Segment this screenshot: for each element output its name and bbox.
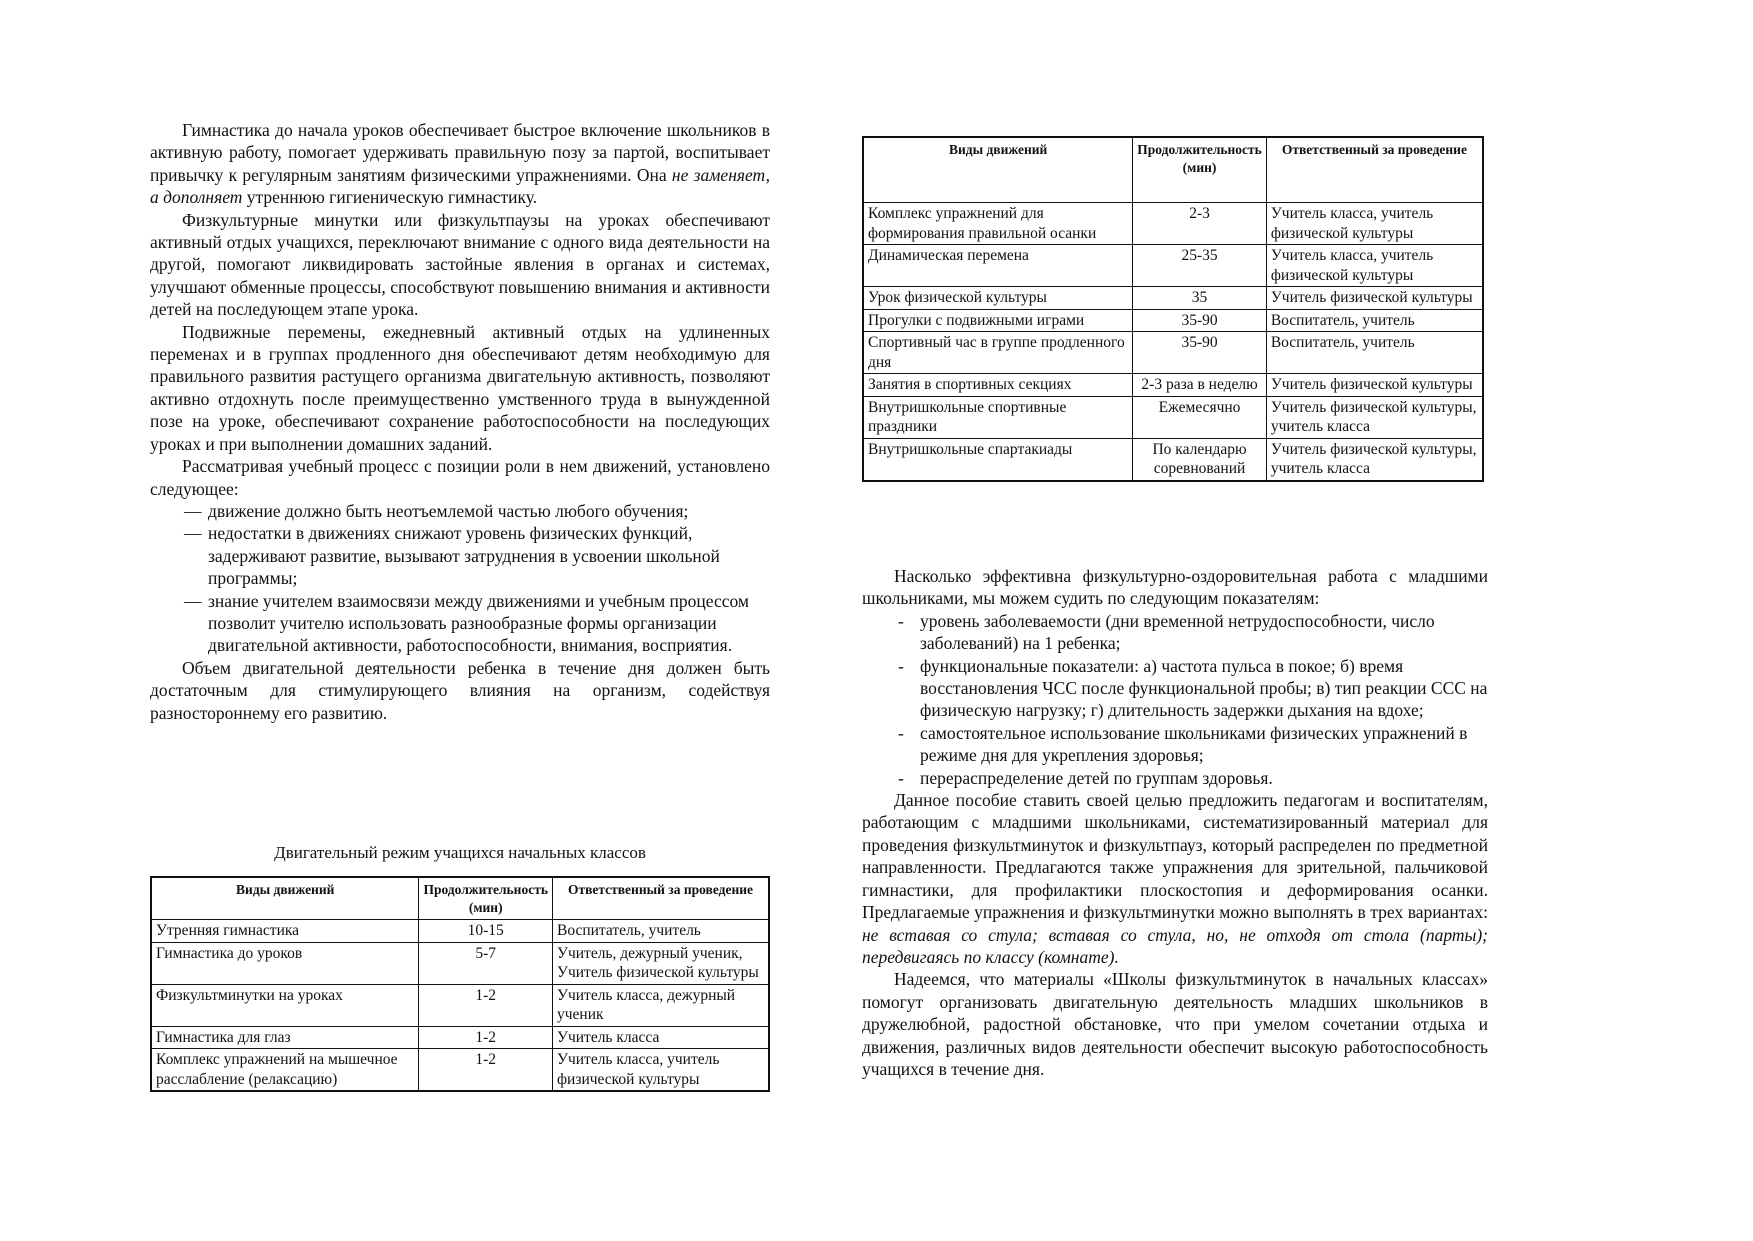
paragraph-italic-text: не вставая со стула; вставая со стула, но, не отходя от стола (парты); передвигаясь по классу (комнате). <box>862 924 1488 967</box>
bullet-marker: - <box>898 722 904 743</box>
paragraph-text: Гимнастика до начала уроков обеспечивает быстрое включение школьников в активную работу, помогает удерживать правильную позу за партой, воспитывает привычку к регулярным занятиям физическими упражнениями. Она <box>150 120 770 185</box>
table-row <box>151 1049 769 1092</box>
table-header-row <box>151 877 769 920</box>
table-row <box>151 942 769 984</box>
table-header-row <box>863 137 1483 203</box>
cell-duration: 35-90 <box>1133 309 1267 332</box>
cell-responsible: Учитель физической культуры <box>1266 287 1483 310</box>
header-movement-types: Виды движений <box>863 137 1133 203</box>
dash-list-item <box>150 500 770 522</box>
cell-movement: Динамическая перемена <box>863 245 1133 287</box>
table-row <box>863 203 1483 245</box>
cell-responsible: Учитель физической культуры <box>1266 374 1483 397</box>
dash-marker: — <box>184 590 202 611</box>
cell-responsible: Учитель физической культуры, учитель класса <box>1266 396 1483 438</box>
paragraph-final-hope: Надеемся, что материалы «Школы физкультминуток в начальных классах» помогут организовать двигательную деятельность младших школьников в дружелюбной, радостной обстановке, что при умелом сочетании отдыха и движения, различных видов деятельности обеспечит высокую работоспособность учащихся в течение дня. <box>862 969 1488 1079</box>
bullet-marker: - <box>898 767 904 788</box>
bullet-item-text: самостоятельное использование школьниками физических упражнений в режиме дня для укрепления здоровья; <box>920 722 1468 766</box>
cell-duration: 1-2 <box>419 984 553 1026</box>
cell-responsible: Учитель класса, учитель физической культуры <box>552 1049 769 1092</box>
cell-responsible: Воспитатель, учитель <box>1266 332 1483 374</box>
paragraph-gymnastics-before-lessons <box>150 119 770 209</box>
motor-regime-table-part-2 <box>862 136 1484 482</box>
right-text-block <box>862 565 1488 1080</box>
table-row <box>863 374 1483 397</box>
cell-responsible: Учитель, дежурный ученик, Учитель физической культуры <box>552 942 769 984</box>
cell-movement: Урок физической культуры <box>863 287 1133 310</box>
paragraph-text: Данное пособие ставить своей целью предложить педагогам и воспитателям, работающим с младшими школьниками, систематизированный материал для проведения физкультминуток и физкультпауз, который распределен по предметной направленности. Предлагаются также упражнения для зрительной, пальчиковой гимнастики, для профилактики плоскостопия и деформирования осанки. Предлагаемые упражнения и физкультминутки можно выполнять в трех вариантах: <box>862 790 1488 923</box>
dash-item-text: движение должно быть неотъемлемой частью любого обучения; <box>208 500 689 521</box>
cell-duration: Ежемесячно <box>1133 396 1267 438</box>
dash-marker: — <box>184 500 202 521</box>
cell-movement: Утренняя гимнастика <box>151 920 419 943</box>
cell-movement: Занятия в спортивных секциях <box>863 374 1133 397</box>
table-row <box>863 396 1483 438</box>
paragraph-motor-activity-volume: Объем двигательной деятельности ребенка в течение дня должен быть достаточным для стимулирующего влияния на организм, содействуя разностороннему его развитию. <box>150 657 770 723</box>
bullet-item-text: перераспределение детей по группам здоровья. <box>920 767 1273 788</box>
dash-list-item <box>150 590 770 657</box>
header-movement-types: Виды движений <box>151 877 419 920</box>
dash-item-text: знание учителем взаимосвязи между движениями и учебным процессом позволит учителю использовать разнообразные формы организации двигательной активности, работоспособности, внимания, восприятия. <box>208 590 749 656</box>
paragraph-effectiveness-indicators: Насколько эффективна физкультурно-оздоровительная работа с младшими школьниками, мы можем судить по следующим показателям: <box>862 566 1488 609</box>
right-table-wrapper <box>862 136 1484 482</box>
header-duration: Продолжительность (мин) <box>419 877 553 920</box>
cell-movement: Внутришкольные спортивные праздники <box>863 396 1133 438</box>
cell-responsible: Воспитатель, учитель <box>552 920 769 943</box>
header-duration: Продолжительность (мин) <box>1133 137 1267 203</box>
paragraph-learning-process: Рассматривая учебный процесс с позиции роли в нем движений, установлено следующее: <box>150 456 770 499</box>
cell-duration: 5-7 <box>419 942 553 984</box>
bullet-list-item <box>862 610 1488 655</box>
table-row <box>863 438 1483 481</box>
bullet-item-text: уровень заболеваемости (дни временной нетрудоспособности, число заболеваний) на 1 ребенка; <box>920 610 1435 654</box>
cell-movement: Внутришкольные спартакиады <box>863 438 1133 481</box>
bullet-list-item <box>862 655 1488 722</box>
cell-responsible: Учитель класса, учитель физической культуры <box>1266 203 1483 245</box>
cell-movement: Гимнастика для глаз <box>151 1026 419 1049</box>
table-caption: Двигательный режим учащихся начальных классов <box>274 843 646 862</box>
table-row <box>151 920 769 943</box>
left-text-block <box>150 119 770 724</box>
cell-responsible: Учитель класса, дежурный ученик <box>552 984 769 1026</box>
dash-list-item <box>150 522 770 589</box>
cell-movement: Физкультминутки на уроках <box>151 984 419 1026</box>
dash-marker: — <box>184 523 202 544</box>
bullet-list-item <box>862 767 1488 789</box>
cell-duration: 1-2 <box>419 1026 553 1049</box>
paragraph-fitness-breaks: Физкультурные минутки или физкультпаузы на уроках обеспечивают активный отдых учащихся, переключают внимание с одного вида деятельности на другой, помогают ликвидировать застойные явления в органах и системах, улучшают обменные процессы, способствуют повышению внимания и активности детей на последующем этапе урока. <box>150 209 770 320</box>
bullet-marker: - <box>898 655 904 676</box>
paragraph-active-recess: Подвижные перемены, ежедневный активный отдых на удлиненных переменах и в группах продленного дня обеспечивают детям необходимую для правильного развития растущего организма двигательную активность, позволяют активно отдохнуть после преимущественно умственного труда в вынужденной позе на уроке, обеспечивают сохранение работоспособности на последующих уроках и при выполнении домашних заданий. <box>150 321 770 454</box>
table-row <box>151 1026 769 1049</box>
paragraph-manual-purpose <box>862 789 1488 968</box>
header-responsible: Ответственный за проведение <box>552 877 769 920</box>
bullet-marker: - <box>898 610 904 631</box>
cell-duration: 35-90 <box>1133 332 1267 374</box>
table-row <box>863 245 1483 287</box>
header-responsible: Ответственный за проведение <box>1266 137 1483 203</box>
cell-movement: Гимнастика до уроков <box>151 942 419 984</box>
cell-duration: 25-35 <box>1133 245 1267 287</box>
cell-duration: 10-15 <box>419 920 553 943</box>
dash-item-text: недостатки в движениях снижают уровень физических функций, задерживают развитие, вызывают затруднения в усвоении школьной программы; <box>208 523 720 589</box>
table-row <box>151 984 769 1026</box>
table-row <box>863 332 1483 374</box>
cell-responsible: Учитель класса <box>552 1026 769 1049</box>
cell-duration: 2-3 <box>1133 203 1267 245</box>
paragraph-text: утреннюю гигиеническую гимнастику. <box>242 187 538 208</box>
paragraph-italic-text: не заменяет, а дополняет <box>150 164 770 208</box>
cell-movement: Комплекс упражнений для формирования правильной осанки <box>863 203 1133 245</box>
cell-duration: 2-3 раза в неделю <box>1133 374 1267 397</box>
cell-responsible: Воспитатель, учитель <box>1266 309 1483 332</box>
cell-duration: 1-2 <box>419 1049 553 1092</box>
table-row <box>863 287 1483 310</box>
cell-responsible: Учитель класса, учитель физической культуры <box>1266 245 1483 287</box>
bullet-item-text: функциональные показатели: а) частота пульса в покое; б) время восстановления ЧСС после функциональной пробы; в) тип реакции ССС на физическую нагрузку; г) длительность задержки дыхания на вдохе; <box>920 655 1488 721</box>
left-table-wrapper <box>150 876 770 1092</box>
cell-duration: По календарю соревнований <box>1133 438 1267 481</box>
cell-movement: Прогулки с подвижными играми <box>863 309 1133 332</box>
motor-regime-table-part-1 <box>150 876 770 1092</box>
cell-movement: Спортивный час в группе продленного дня <box>863 332 1133 374</box>
cell-duration: 35 <box>1133 287 1267 310</box>
table-row <box>863 309 1483 332</box>
cell-movement: Комплекс упражнений на мышечное расслабление (релаксацию) <box>151 1049 419 1092</box>
cell-responsible: Учитель физической культуры, учитель класса <box>1266 438 1483 481</box>
bullet-list-item <box>862 722 1488 767</box>
